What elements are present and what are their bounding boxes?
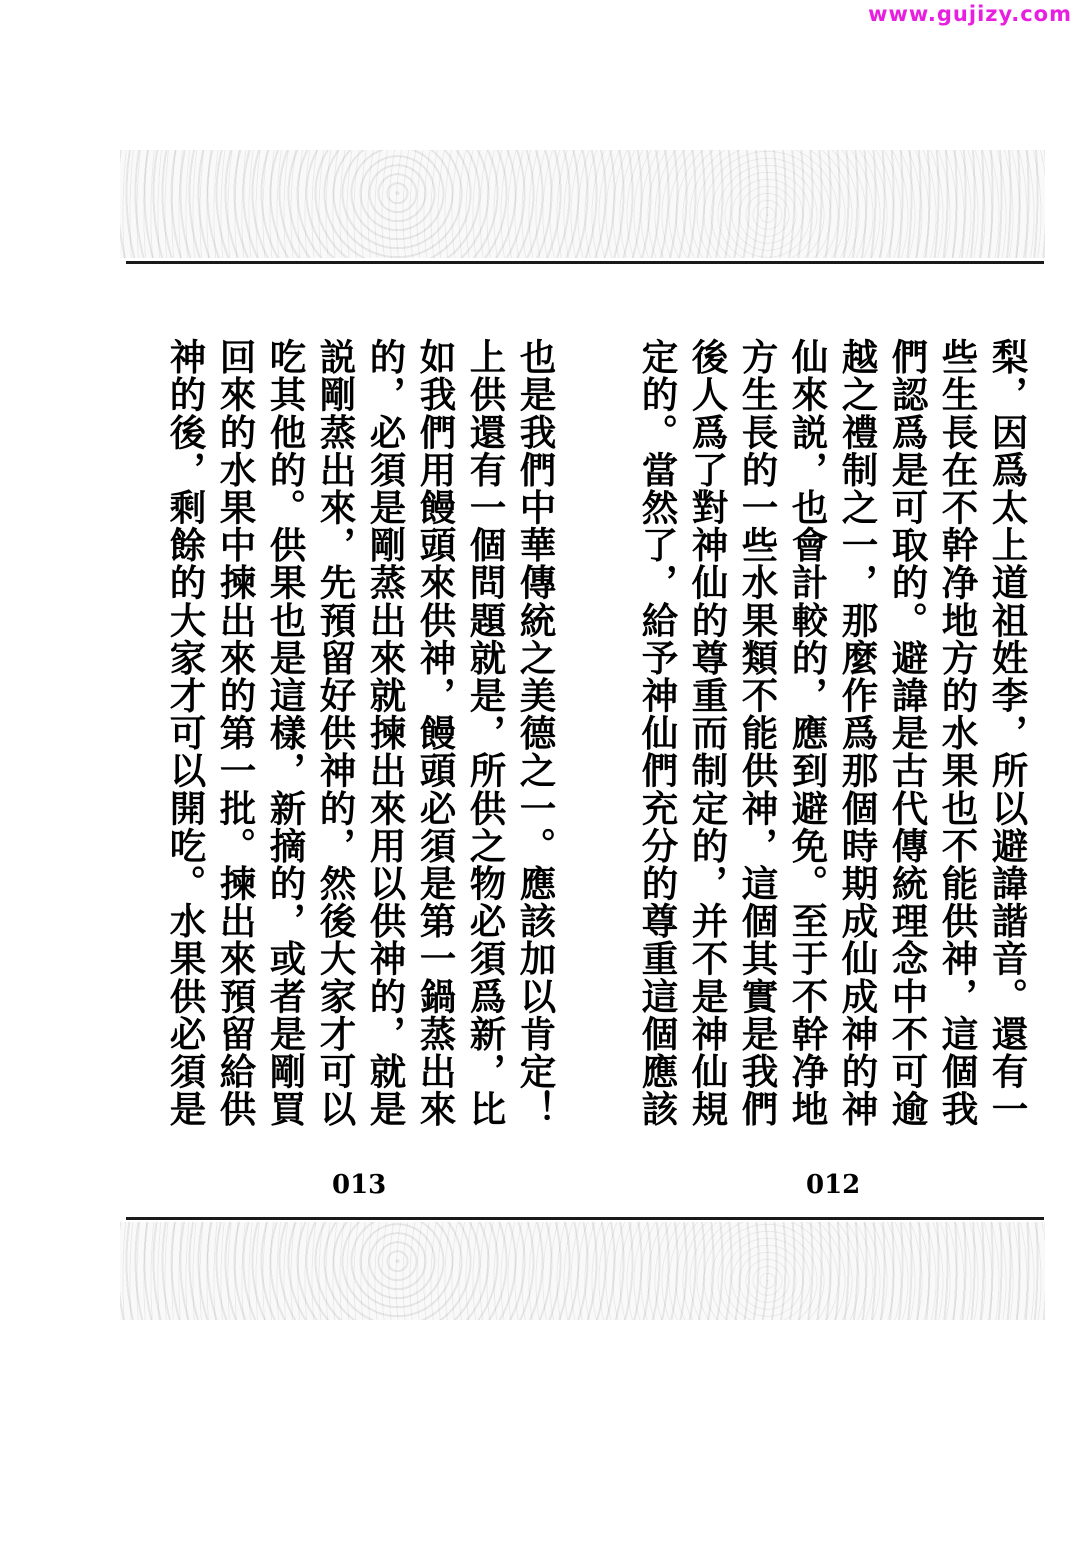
text-column: 説剛蒸出來，先預留好供神的，然後大家才可以 bbox=[314, 338, 357, 1128]
page-number-right: 012 bbox=[806, 1170, 861, 1200]
text-column: 梨，因爲太上道祖姓李，所以避諱諧音。還有一 bbox=[986, 338, 1029, 1128]
text-column: 些生長在不幹净地方的水果也不能供神，這個我 bbox=[936, 338, 979, 1128]
text-column: 方生長的一些水果類不能供神，這個其實是我們 bbox=[736, 338, 779, 1128]
text-column: 越之禮制之一，那麼作爲那個時期成仙成神的神 bbox=[836, 338, 879, 1128]
text-column: 們認爲是可取的。避諱是古代傳統理念中不可逾 bbox=[886, 338, 929, 1128]
text-column: 回來的水果中揀出來的第一批。揀出來預留給供 bbox=[214, 338, 257, 1128]
text-column: 的，必須是剛蒸出來就揀出來用以供神的，就是 bbox=[364, 338, 407, 1128]
text-column: 吃其他的。供果也是這樣，新摘的，或者是剛買 bbox=[264, 338, 307, 1128]
page-left bbox=[160, 338, 560, 1138]
page-number-left: 013 bbox=[332, 1170, 387, 1200]
text-column: 神的後，剩餘的大家才可以開吃。水果供必須是 bbox=[164, 338, 207, 1128]
text-column: 上供還有一個問題就是，所供之物必須爲新，比 bbox=[464, 338, 507, 1128]
header-rule bbox=[126, 261, 1044, 264]
text-column: 定的。當然了，給予神仙們充分的尊重這個應該 bbox=[636, 338, 679, 1128]
header-decorative-band bbox=[120, 150, 1045, 258]
footer-decorative-band bbox=[120, 1222, 1045, 1320]
footer-rule bbox=[126, 1217, 1044, 1220]
text-column: 仙來説，也會計較的，應到避免。至于不幹净地 bbox=[786, 338, 829, 1128]
text-column: 後人爲了對神仙的尊重而制定的，并不是神仙規 bbox=[686, 338, 729, 1128]
text-column: 如我們用饅頭來供神，饅頭必須是第一鍋蒸出來 bbox=[414, 338, 457, 1128]
watermark-url: www.gujizy.com bbox=[868, 2, 1072, 26]
text-column: 也是我們中華傳統之美德之一。應該加以肯定！ bbox=[514, 338, 557, 1128]
page-right bbox=[632, 338, 1032, 1138]
